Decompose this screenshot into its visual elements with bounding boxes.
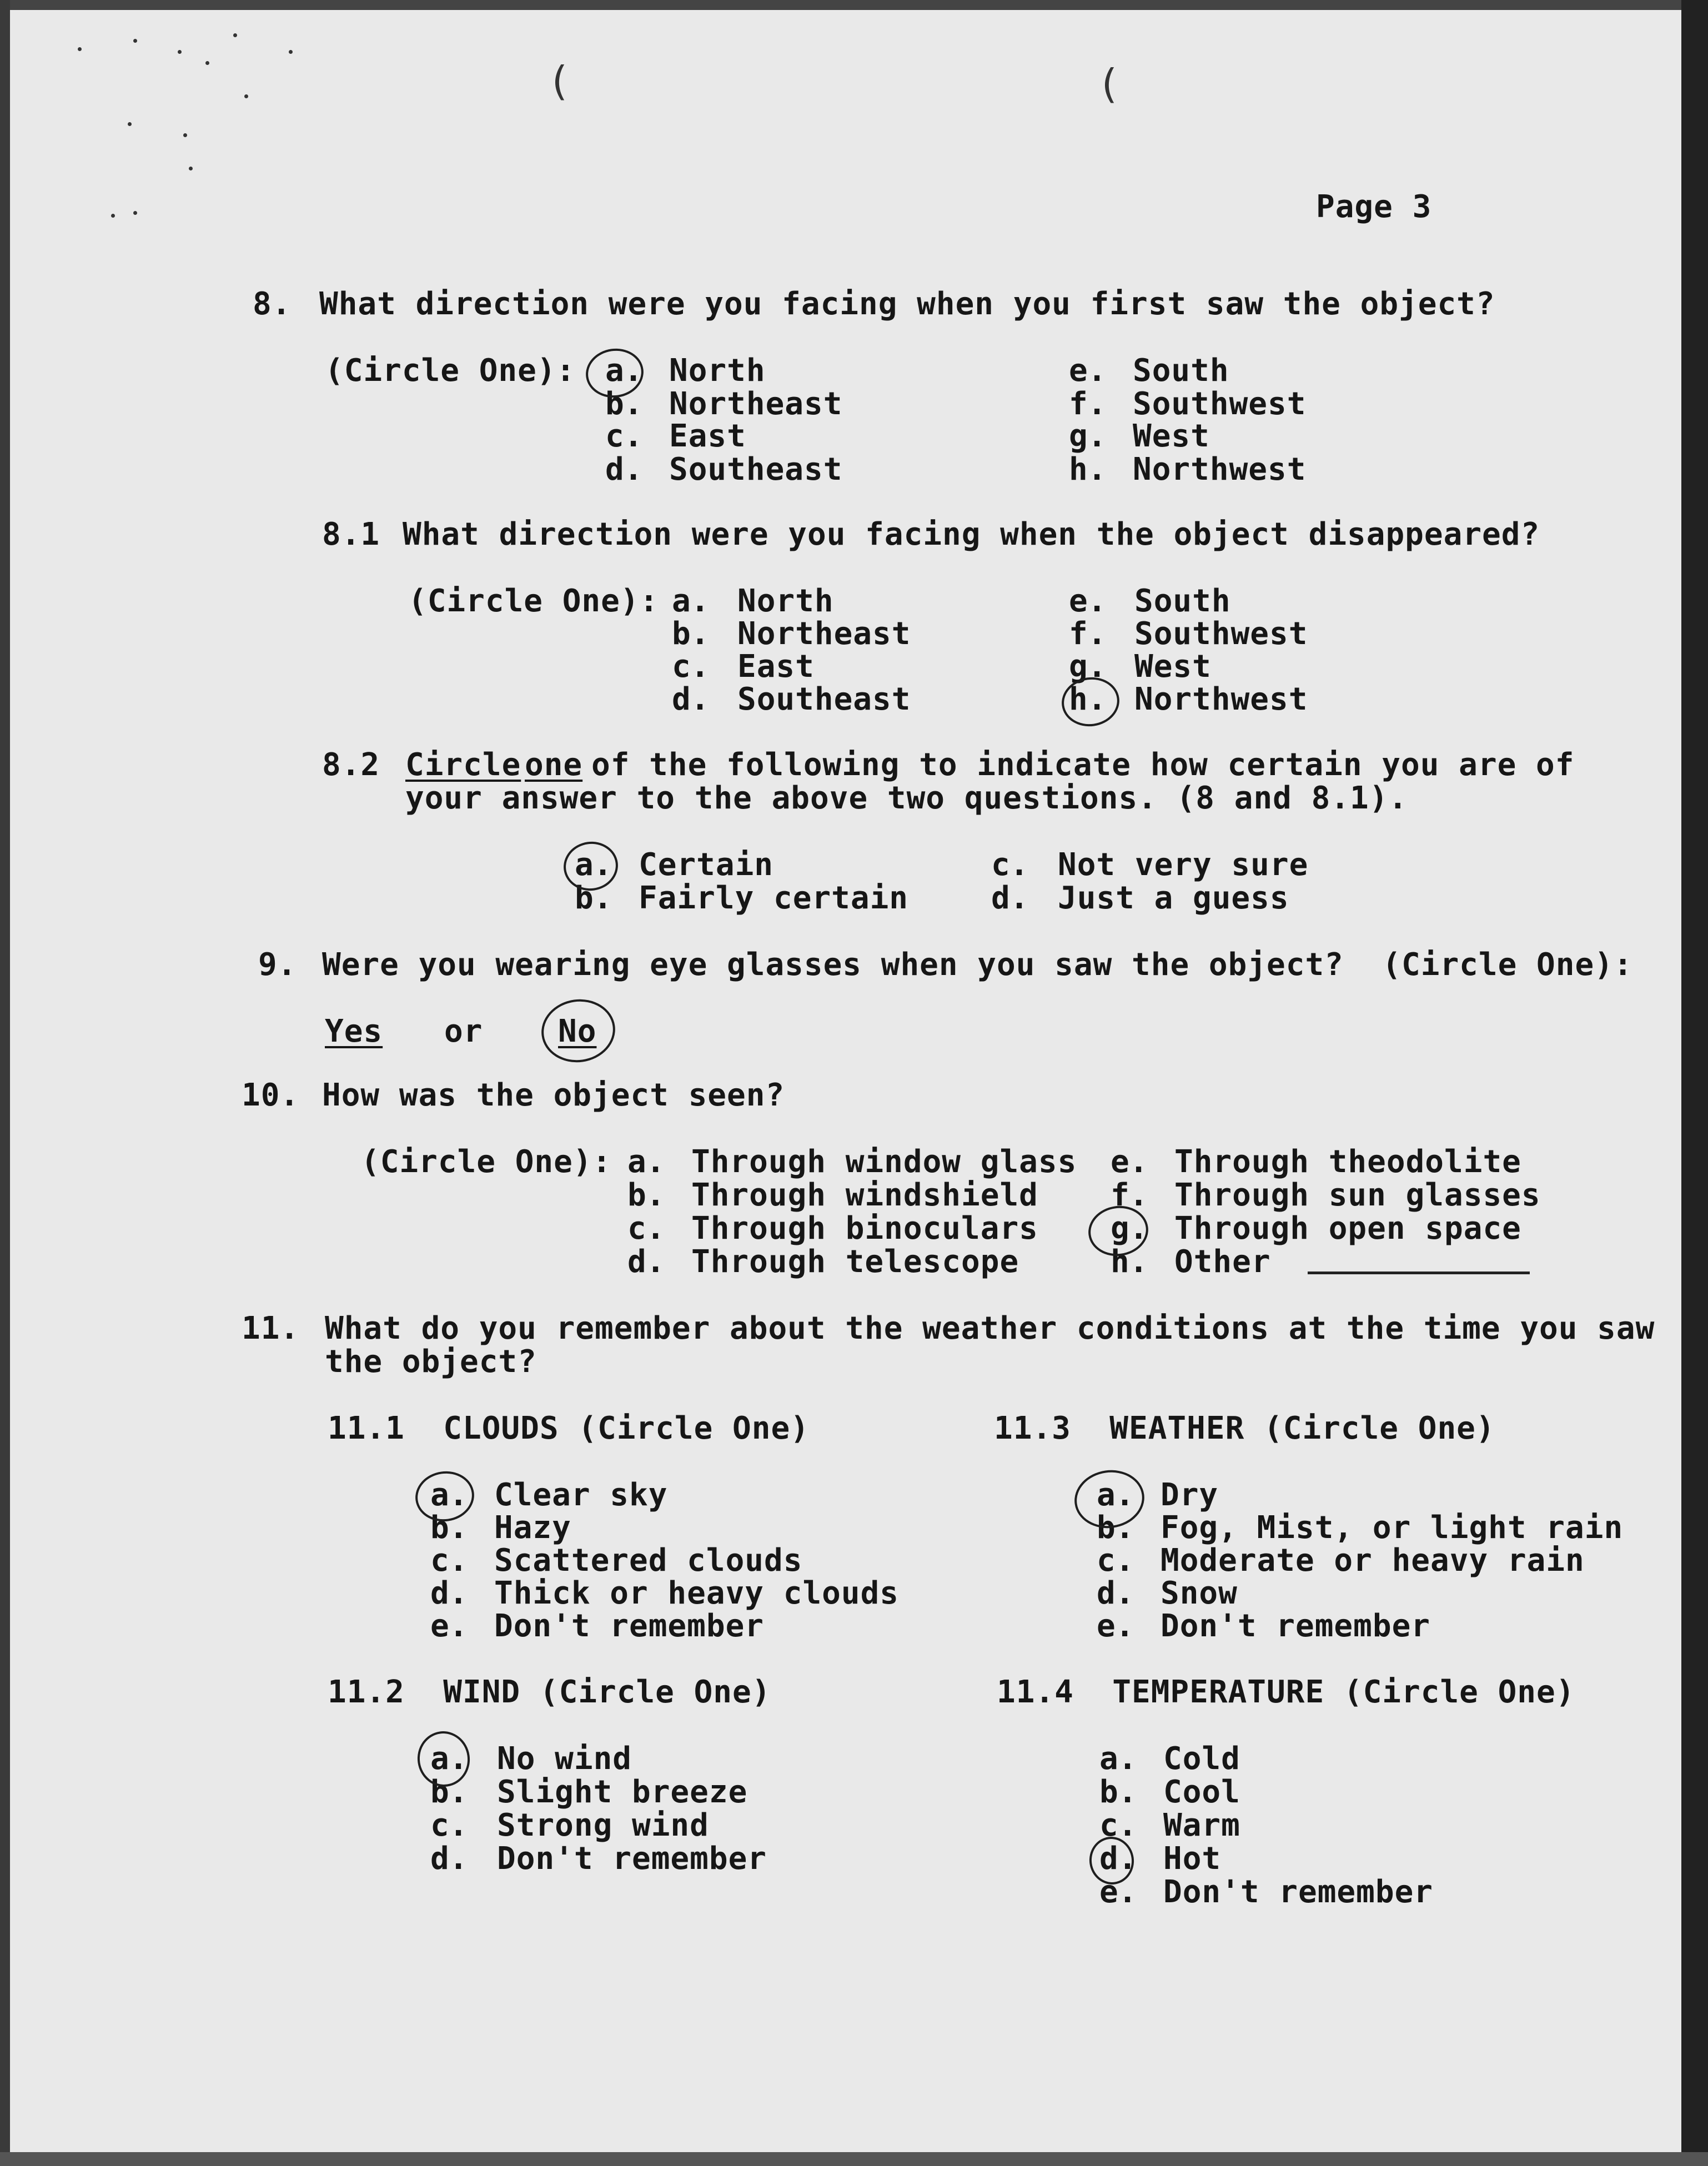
option-letter: h. [1069,451,1107,488]
option-letter: b. [627,1177,665,1213]
option-text: Cold [1163,1741,1240,1777]
option-letter: b. [430,1510,468,1546]
option-text: Southeast [669,451,843,488]
option-text: No wind [497,1741,632,1777]
option-letter: a. [605,353,643,389]
option-letter: c. [1097,1542,1134,1579]
question-number: 8.2 [322,747,380,783]
option-text: Cool [1163,1774,1240,1810]
scan-mark: ( [1097,61,1121,107]
option-text: North [669,353,766,389]
circle-one-instruction: (Circle One): [361,1144,612,1180]
option-letter: d. [991,880,1029,916]
option-letter: a. [627,1144,665,1180]
scan-speck [244,94,248,98]
scan-border-right [1681,0,1708,2166]
question-number: 11. [242,1310,300,1346]
option-letter: b. [1099,1774,1137,1810]
circle-one-instruction: (Circle One): [408,583,659,619]
question-text: What direction were you facing when the object disappeared? [403,516,1540,552]
scan-speck [189,167,193,170]
option-text: Through telescope [691,1244,1019,1280]
question-text: How was the object seen? [322,1077,785,1113]
option-text: Through windshield [691,1177,1038,1213]
option-text: Scattered clouds [494,1542,803,1579]
scan-speck [78,47,82,51]
scan-border-bottom [0,2152,1708,2166]
answer-yes: Yes [325,1013,383,1049]
option-letter: c. [605,418,643,454]
option-letter: d. [430,1841,468,1877]
option-text: Hazy [494,1510,571,1546]
option-letter: f. [1069,386,1107,422]
option-text: Thick or heavy clouds [494,1575,900,1611]
option-text: Other [1174,1244,1271,1280]
option-text: Slight breeze [497,1774,748,1810]
option-letter: e. [1099,1874,1137,1910]
option-letter: e. [1097,1608,1134,1644]
option-letter: b. [430,1774,468,1810]
one-word-underlined: one [525,747,583,783]
option-letter: a. [575,847,612,883]
option-letter: c. [1099,1807,1137,1843]
option-letter: e. [430,1608,468,1644]
page-number: Page 3 [1316,189,1432,225]
scan-speck [178,50,182,54]
option-text: Moderate or heavy rain [1161,1542,1585,1579]
scan-mark: ( [547,58,571,104]
scan-speck [133,39,137,43]
option-text: Northeast [737,616,911,652]
option-text: Fairly certain [639,880,909,916]
option-text: Clear sky [494,1477,668,1513]
option-text: Through window glass [691,1144,1077,1180]
option-letter: d. [430,1575,468,1611]
option-text: Certain [639,847,774,883]
option-letter: a. [1099,1741,1137,1777]
question-text: Were you wearing eye glasses when you saw the object? (Circle One): [322,947,1633,983]
option-text: Fog, Mist, or light rain [1161,1510,1624,1546]
scan-speck [289,50,293,54]
option-text: East [737,649,815,685]
scan-speck [111,214,115,218]
option-text: West [1134,649,1212,685]
option-text: Through theodolite [1174,1144,1521,1180]
option-letter: d. [672,681,710,717]
answer-or: or [444,1013,483,1049]
question-text-line2: your answer to the above two questions. (8 and 8.1). [405,780,1408,816]
option-text: East [669,418,746,454]
option-text: North [737,583,834,619]
wind-heading: 11.2 WIND (Circle One) [328,1674,771,1710]
option-letter: a. [430,1741,468,1777]
scan-speck [183,133,187,137]
circle-word-underlined: Circle [405,747,521,783]
option-letter: a. [1097,1477,1134,1513]
temperature-heading: 11.4 TEMPERATURE (Circle One) [997,1674,1575,1710]
scan-speck [233,33,237,37]
option-text: Just a guess [1058,880,1289,916]
clouds-heading: 11.1 CLOUDS (Circle One) [328,1410,810,1446]
option-letter: a. [430,1477,468,1513]
option-letter: d. [1097,1575,1134,1611]
option-text: West [1133,418,1210,454]
option-text: South [1133,353,1229,389]
option-letter: e. [1069,353,1107,389]
question-text: What direction were you facing when you first saw the object? [319,286,1495,322]
question-text-line2: the object? [325,1344,537,1380]
option-letter: h. [1069,681,1107,717]
scan-speck [205,61,209,65]
option-letter: c. [430,1542,468,1579]
option-letter: c. [627,1210,665,1247]
option-text: Strong wind [497,1807,709,1843]
option-letter: e. [1069,583,1107,619]
option-text: Southwest [1133,386,1307,422]
option-text: Hot [1163,1841,1222,1877]
question-number: 9. [258,947,297,983]
option-letter: g. [1069,649,1107,685]
option-letter: b. [672,616,710,652]
weather-heading: 11.3 WEATHER (Circle One) [994,1410,1495,1446]
scan-speck [133,211,137,215]
option-text: South [1134,583,1231,619]
option-text: Warm [1163,1807,1240,1843]
question-number: 8. [253,286,292,322]
option-text: Southeast [737,681,911,717]
option-letter: a. [672,583,710,619]
option-text: Don't remember [497,1841,767,1877]
option-text: Not very sure [1058,847,1309,883]
question-text: of the following to indicate how certain you are of [591,747,1575,783]
question-number: 10. [242,1077,300,1113]
question-number: 8.1 [322,516,380,552]
option-text: Northeast [669,386,843,422]
option-text: Snow [1161,1575,1238,1611]
option-text: Don't remember [494,1608,765,1644]
option-letter: d. [1099,1841,1137,1877]
scan-border-left [0,0,10,2166]
other-blank-line [1308,1272,1530,1274]
option-letter: e. [1111,1144,1148,1180]
option-letter: g. [1069,418,1107,454]
option-letter: c. [430,1807,468,1843]
option-letter: b. [575,880,612,916]
option-letter: d. [605,451,643,488]
option-letter: c. [991,847,1029,883]
option-text: Dry [1161,1477,1219,1513]
option-text: Through sun glasses [1174,1177,1541,1213]
option-letter: f. [1069,616,1107,652]
answer-no: No [558,1013,597,1049]
option-letter: b. [1097,1510,1134,1546]
option-text: Through open space [1174,1210,1521,1247]
option-letter: f. [1111,1177,1148,1213]
option-text: Southwest [1134,616,1308,652]
option-letter: d. [627,1244,665,1280]
option-text: Don't remember [1163,1874,1434,1910]
option-text: Through binoculars [691,1210,1038,1247]
option-text: Northwest [1134,681,1308,717]
option-text: Northwest [1133,451,1307,488]
option-letter: b. [605,386,643,422]
scan-speck [128,122,132,126]
scan-border-top [0,0,1708,10]
circle-one-instruction: (Circle One): [325,353,576,389]
option-text: Don't remember [1161,1608,1431,1644]
question-text: What do you remember about the weather conditions at the time you saw [325,1310,1655,1346]
option-letter: c. [672,649,710,685]
option-letter: g. [1111,1210,1148,1247]
option-letter: h. [1111,1244,1148,1280]
